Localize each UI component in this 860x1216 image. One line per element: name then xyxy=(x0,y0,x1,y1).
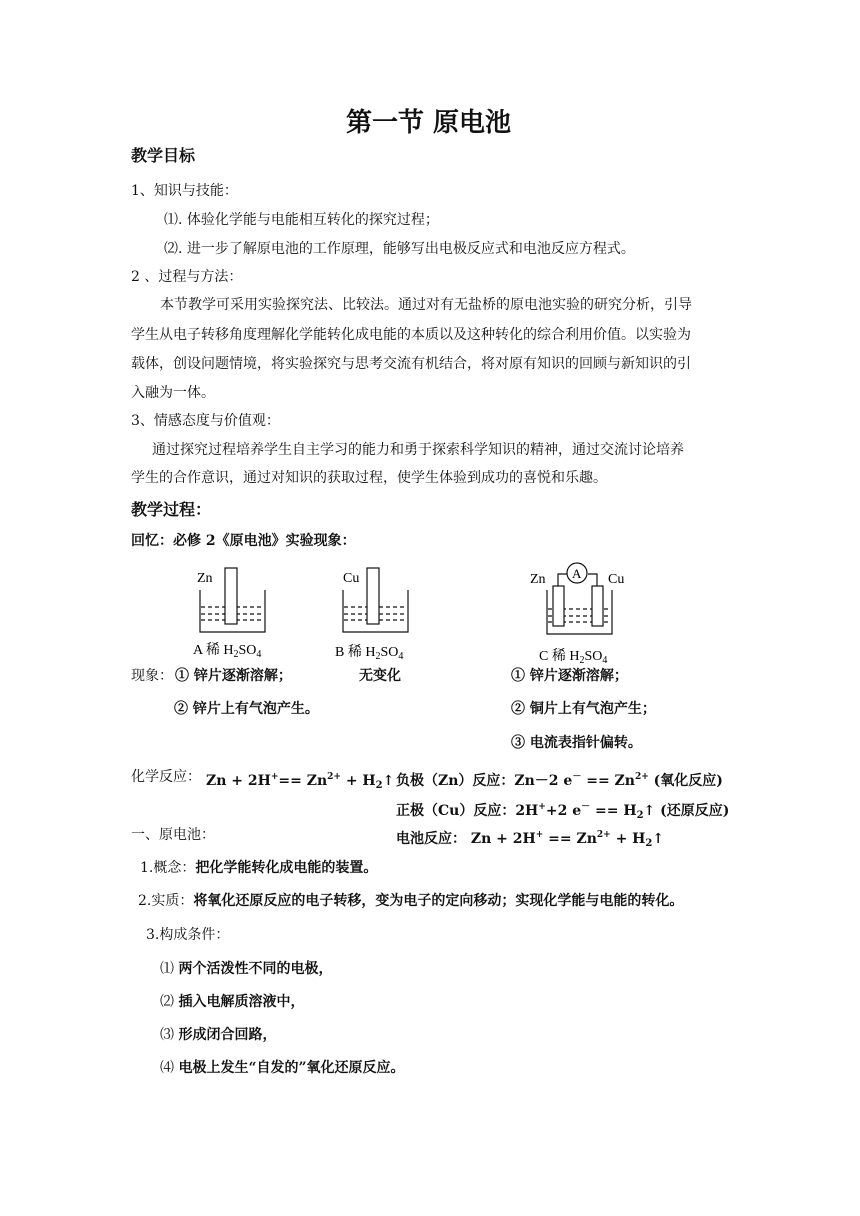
knowledge-item-1: ⑴. 体验化学能与电能相互转化的探究过程； xyxy=(164,212,439,228)
emotion-heading: 3、情感态度与价值观： xyxy=(131,413,280,429)
condition-2: ⑵ 插入电解质溶液中， xyxy=(160,994,305,1010)
knowledge-heading: 1、知识与技能： xyxy=(131,183,238,199)
phenomenon-c-1: ① 锌片逐渐溶解； xyxy=(511,668,628,684)
condition-1: ⑴ 两个活泼性不同的电极， xyxy=(160,961,333,977)
emotion-line: 学生的合作意识，通过对知识的获取过程，使学生体验到成功的喜悦和乐趣。 xyxy=(131,470,607,486)
essence-line: 2.实质：将氧化还原反应的电子转移，变为电子的定向移动；实现化学能与电能的转化。 xyxy=(138,893,684,909)
process-heading: 教学过程： xyxy=(131,500,212,519)
figure-b-electrode: Cu xyxy=(343,571,360,586)
figure-c-caption: C 稀 $H_2SO_4$ xyxy=(539,649,608,666)
objectives-heading: 教学目标 xyxy=(131,146,196,165)
negative-electrode-reaction: 负极（Zn）反应：Zn－2 $e^- == Zn^{2+}$ (氧化反应) xyxy=(396,772,723,789)
process-method-line: 学生从电子转移角度理解化学能转化成电能的本质以及这种转化的综合利用价值。以实验为 xyxy=(131,327,691,343)
positive-electrode-reaction: 正极（Cu）反应：2H++2 $e^- == H_2↑$ (还原反应) xyxy=(396,802,730,821)
conditions-heading: 3.构成条件： xyxy=(146,927,230,943)
knowledge-item-2: ⑵. 进一步了解原电池的工作原理，能够写出电极反应式和电池反应方程式。 xyxy=(164,241,635,257)
figure-c-right-electrode: Cu xyxy=(608,572,625,587)
overall-equation: $Zn + 2H^+== Zn^{2+}$ + $H_2↑$ xyxy=(206,772,395,791)
cell-reaction: 电池反应： $Zn + 2H^+ == Zn^{2+}$ + $H_2↑$ xyxy=(396,830,665,849)
phenomenon-c-2: ② 铜片上有气泡产生； xyxy=(511,701,656,717)
process-method-line: 载体，创设问题情境，将实验探究与思考交流有机结合，将对原有知识的回顾与新知识的引 xyxy=(131,356,691,372)
concept-line: 1.概念：把化学能转化成电能的装置。 xyxy=(140,860,378,876)
page-title: 第一节 原电池 xyxy=(346,108,512,138)
recall-line: 回忆：必修 2《原电池》实验现象： xyxy=(131,533,356,549)
phenomenon-c-3: ③ 电流表指针偏转。 xyxy=(511,735,642,751)
process-method-line: 入融为一体。 xyxy=(131,385,215,401)
process-method-line: 本节教学可采用实验探究法、比较法。通过对有无盐桥的原电池实验的研究分析，引导 xyxy=(160,297,692,313)
phenomenon-a-1: ① 锌片逐渐溶解； xyxy=(175,668,292,684)
condition-3: ⑶ 形成闭合回路， xyxy=(160,1027,277,1043)
figure-c-left-electrode: Zn xyxy=(530,572,546,587)
figure-b-caption: B 稀 $H_2SO_4$ xyxy=(335,645,404,662)
condition-4: ⑷ 电极上发生“自发的”氧化还原反应。 xyxy=(160,1060,405,1076)
section-heading: 一、原电池： xyxy=(131,827,215,843)
figure-a-electrode: Zn xyxy=(197,571,213,586)
ammeter-label: A xyxy=(572,566,582,581)
phenomena-label: 现象： xyxy=(131,668,173,684)
figure-a-caption: A 稀 $H_2SO_4$ xyxy=(193,643,262,660)
reaction-label: 化学反应： xyxy=(131,769,201,785)
process-method-heading: 2 、过程与方法： xyxy=(131,269,243,285)
phenomenon-a-2: ② 锌片上有气泡产生。 xyxy=(174,701,319,717)
emotion-line: 通过探究过程培养学生自主学习的能力和勇于探索科学知识的精神，通过交流讨论培养 xyxy=(152,442,684,458)
phenomenon-b: 无变化 xyxy=(359,668,401,684)
